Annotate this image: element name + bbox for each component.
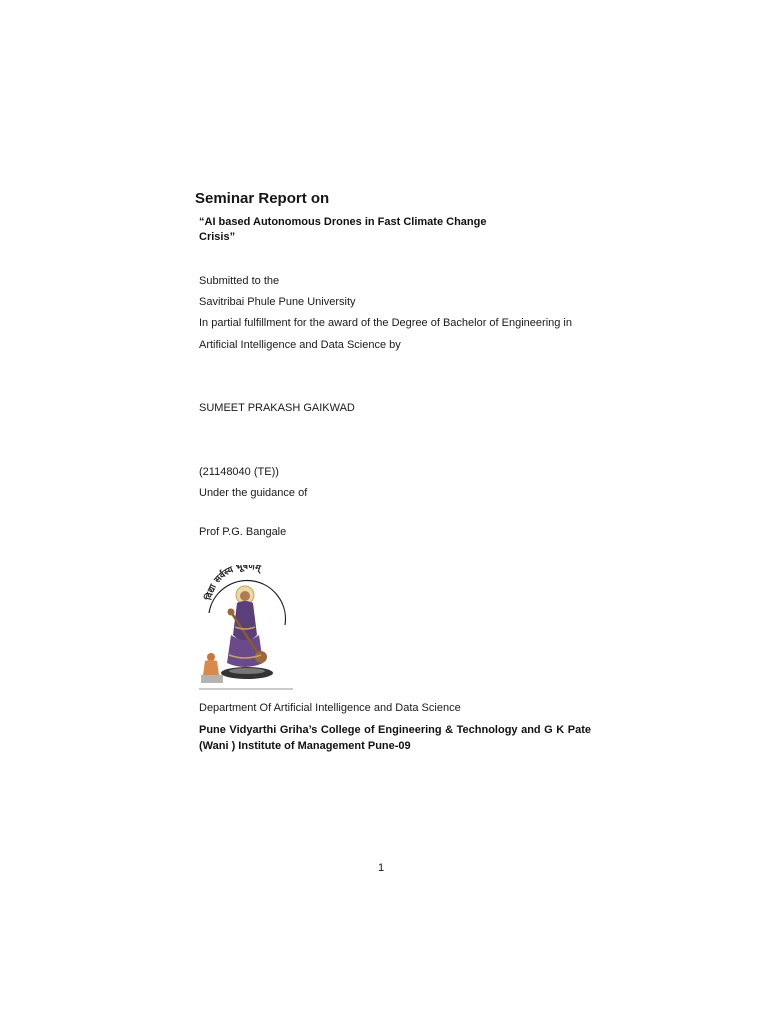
report-title-line1: “AI based Autonomous Drones in Fast Climate Change (199, 216, 487, 228)
saraswati-emblem-icon (199, 565, 294, 693)
logo-motto: विद्या सर्वस्य भूषणम् (204, 565, 262, 602)
report-title (199, 215, 499, 245)
report-title-line2: Crisis” (199, 231, 236, 243)
university-name: Savitribai Phule Pune University (199, 296, 356, 308)
college-logo (199, 565, 294, 693)
guidance-label: Under the guidance of (199, 487, 308, 499)
student-name: SUMEET PRAKASH GAIKWAD (199, 402, 355, 414)
student-id: (21148040 (TE)) (199, 466, 279, 478)
guide-name: Prof P.G. Bangale (199, 526, 287, 538)
submitted-to: Submitted to the (199, 275, 280, 287)
department-name: Department Of Artificial Intelligence and Data Science (199, 702, 461, 714)
fulfillment-text: In partial fulfillment for the award of the Degree of Bachelor of Engineering in (199, 317, 572, 329)
report-heading: Seminar Report on (195, 190, 330, 207)
page-number: 1 (378, 862, 385, 874)
institute-name: Pune Vidyarthi Griha’s College of Engineering & Technology and G K Pate (Wani ) Institute of Management Pune-09 (199, 724, 591, 752)
degree-branch-text: Artificial Intelligence and Data Science by (199, 339, 401, 351)
